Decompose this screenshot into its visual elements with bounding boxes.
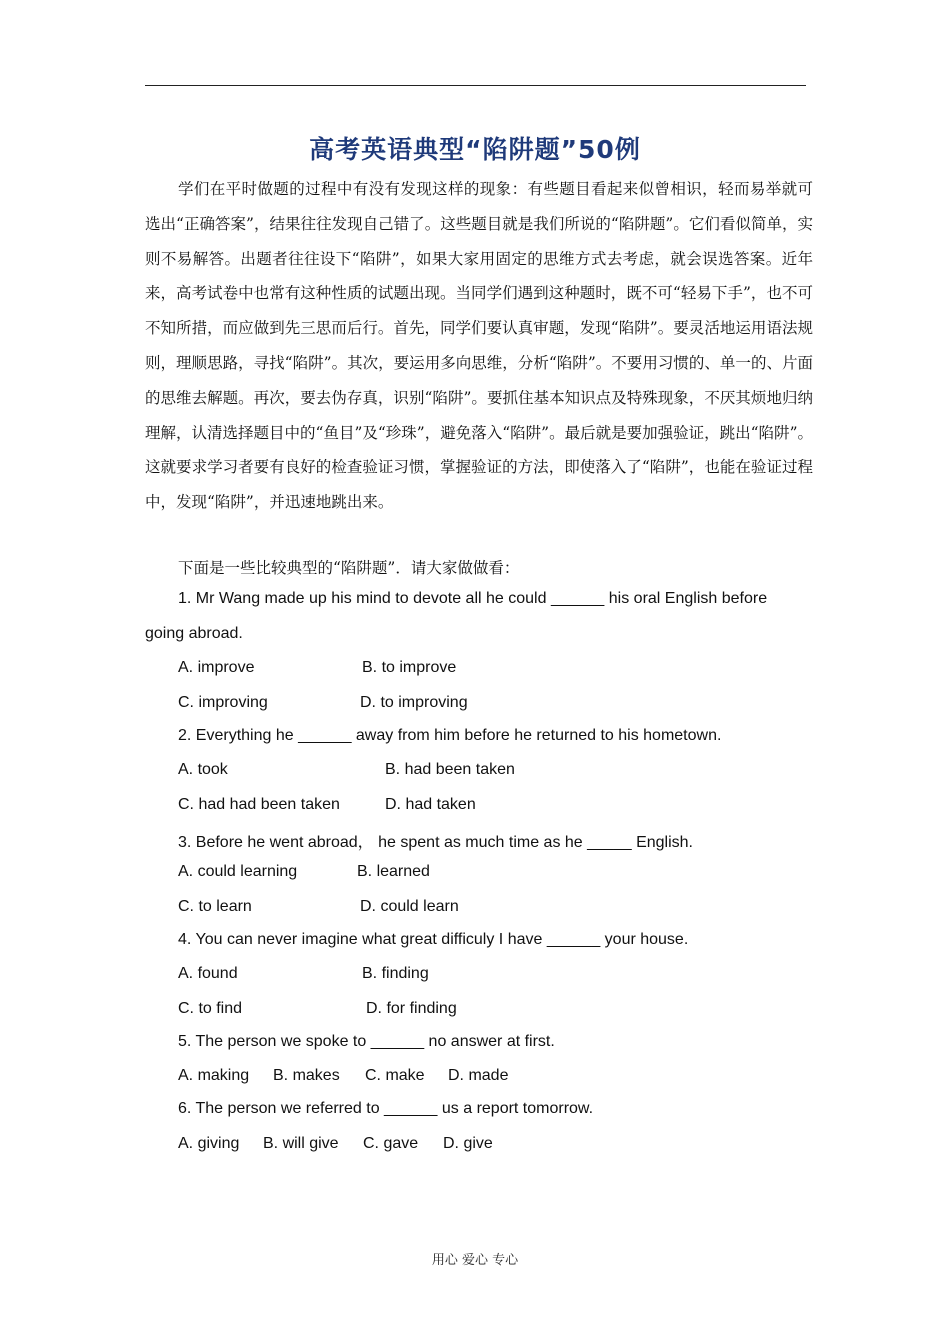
question-4-option-c: C. to find: [178, 1000, 243, 1017]
page-title: 高考英语典型“陷阱题”50例: [309, 135, 641, 164]
question-3-option-a: A. could learning: [178, 863, 298, 880]
question-1-stem: 1. Mr Wang made up his mind to devote all he could ______ his oral English before: [178, 590, 768, 607]
question-2-option-b: B. had been taken: [385, 761, 515, 778]
page-footer: 用心 爱心 专心: [431, 1253, 519, 1268]
question-5-option-b: B. makes: [273, 1067, 340, 1084]
question-6-option-b: B. will give: [263, 1135, 339, 1152]
question-5-option-c: C. make: [365, 1067, 425, 1084]
question-6-option-c: C. gave: [363, 1135, 419, 1152]
question-3-option-d: D. could learn: [360, 898, 459, 915]
question-3-option-c: C. to learn: [178, 898, 252, 915]
question-2-option-d: D. had taken: [385, 796, 476, 813]
question-1-option-b: B. to improve: [362, 659, 457, 676]
question-1-option-c: C. improving: [178, 694, 268, 711]
question-1-option-d: D. to improving: [360, 694, 468, 711]
question-3-option-b: B. learned: [357, 863, 430, 880]
lead-line: 下面是一些比较典型的“陷阱题”．请大家做做看：: [178, 559, 520, 577]
question-2-option-a: A. took: [178, 761, 228, 778]
question-4-stem: 4. You can never imagine what great difficuly I have ______ your house.: [178, 931, 689, 948]
question-5-stem: 5. The person we spoke to ______ no answer at first.: [178, 1033, 555, 1050]
intro-paragraph: 学们在平时做题的过程中有没有发现这样的现象：有些题目看起来似曾相识，轻而易举就可选出“正确答案”，结果往往发现自己错了。这些题目就是我们所说的“陷阱题”。它们看似简单，实则不易解答。出题者往往设下“陷阱”，如果大家用固定的思维方式去考虑，就会误选答案。近年来，高考试卷中也常有这种性质的试题出现。当同学们遇到这种题时，既不可“轻易下手”，也不可不知所措，而应做到先三思而后行。首先，同学们要认真审题，发现“陷阱”。要灵活地运用语法规则，理顺思路，寻找“陷阱”。其次，要运用多向思维，分析“陷阱”。不要用习惯的、单一的、片面的思维去解题。再次，要去伪存真，识别“陷阱”。要抓住基本知识点及特殊现象，不厌其烦地归纳理解，认清选择题目中的“鱼目”及“珍珠”，避免落入“陷阱”。最后就是要加强验证，跳出“陷阱”。这就要求学习者要有良好的检查验证习惯，掌握验证的方法，即使落入了“陷阱”，也能在验证过程中，发现“陷阱”，并迅速地跳出来。: [145, 180, 813, 512]
question-6-option-a: A. giving: [178, 1135, 240, 1152]
question-4-option-d: D. for finding: [366, 1000, 457, 1017]
question-4-option-b: B. finding: [362, 965, 429, 982]
question-5-option-a: A. making: [178, 1067, 250, 1084]
question-4-option-a: A. found: [178, 965, 238, 982]
question-5-option-d: D. made: [448, 1067, 509, 1084]
question-3-stem: 3. Before he went abroad， he spent as much time as he _____ English.: [178, 834, 693, 851]
question-1-stem-cont: going abroad.: [145, 625, 243, 642]
question-6-option-d: D. give: [443, 1135, 493, 1152]
question-1-option-a: A. improve: [178, 659, 255, 676]
question-2-option-c: C. had had been taken: [178, 796, 340, 813]
question-6-stem: 6. The person we referred to ______ us a report tomorrow.: [178, 1100, 594, 1117]
question-2-stem: 2. Everything he ______ away from him before he returned to his hometown.: [178, 727, 722, 744]
header-rule: [145, 85, 806, 86]
